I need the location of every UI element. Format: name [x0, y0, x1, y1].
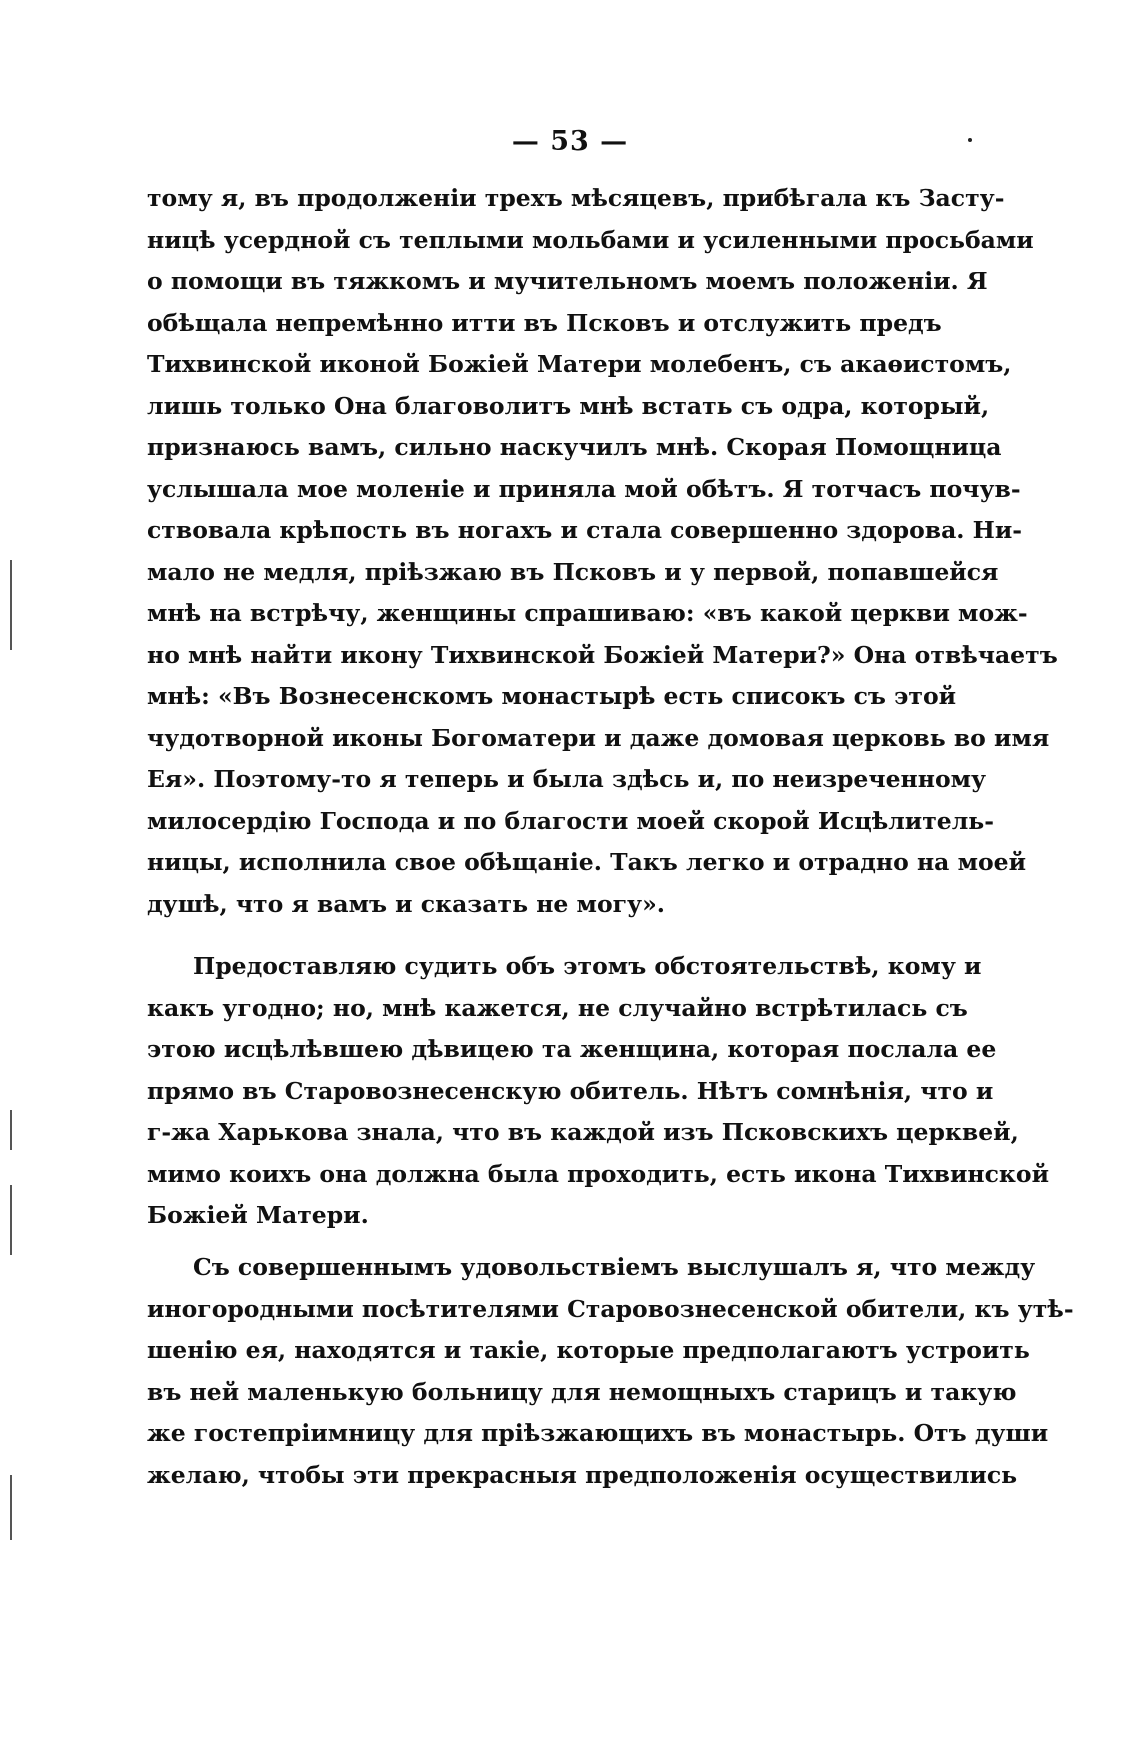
text-line: милосердію Господа и по благости моей скорой Исцѣлитель- [147, 806, 994, 835]
text-line: чудотворной иконы Богоматери и даже домовая церковь во имя [147, 723, 1050, 752]
text-line: шенію ея, находятся и такіе, которые предполагаютъ устроить [147, 1336, 1030, 1364]
text-line: признаюсь вамъ, сильно наскучилъ мнѣ. Скорая Помощница [147, 433, 1002, 461]
text-line: ницѣ усердной съ теплыми мольбами и усиленными просьбами [147, 225, 1034, 254]
text-line: какъ угодно; но, мнѣ кажется, не случайно встрѣтилась съ [147, 993, 968, 1022]
text-line: Съ совершеннымъ удовольствіемъ выслушалъ я, что между [193, 1253, 1036, 1281]
text-line: Ея». Поэтому-то я теперь и была здѣсь и, по неизреченному [147, 765, 987, 793]
text-line: же гостепріимницу для пріѣзжающихъ въ монастырь. Отъ души [147, 1419, 1049, 1447]
text-line: желаю, чтобы эти прекрасныя предположенія осуществились [147, 1460, 1018, 1489]
text-line: въ ней маленькую больницу для немощныхъ старицъ и такую [147, 1377, 1017, 1406]
scan-edge-mark [10, 1110, 12, 1150]
text-line: Тихвинской иконой Божіей Матери молебенъ, съ акаѳистомъ, [147, 350, 1012, 378]
scan-edge-mark [10, 1475, 12, 1540]
scan-edge-mark [10, 560, 12, 650]
text-line: г-жа Харькова знала, что въ каждой изъ Псковскихъ церквей, [147, 1118, 1019, 1146]
text-line: лишь только Она благоволитъ мнѣ встать съ одра, который, [147, 391, 990, 420]
text-line: о помощи въ тяжкомъ и мучительномъ моемъ положеніи. Я [147, 267, 988, 295]
text-line: мнѣ на встрѣчу, женщины спрашиваю: «въ какой церкви мож- [147, 599, 1028, 627]
text-line: прямо въ Старовознесенскую обитель. Нѣтъ сомнѣнія, что и [147, 1076, 994, 1105]
text-line: этою исцѣлѣвшею дѣвицею та женщина, которая послала ее [147, 1035, 997, 1063]
text-line: Предоставляю судить объ этомъ обстоятельствѣ, кому и [193, 952, 982, 980]
paragraph-1 [147, 178, 1058, 925]
text-line: душѣ, что я вамъ и сказать не могу». [147, 889, 665, 918]
paragraph-3 [147, 1247, 1074, 1496]
page-number: — 53 — [511, 126, 629, 157]
text-line: тому я, въ продолженіи трехъ мѣсяцевъ, прибѣгала къ Засту- [147, 184, 1005, 212]
text-line: обѣщала непремѣнно итти въ Псковъ и отслужить предъ [147, 308, 942, 337]
text-line: ницы, исполнила свое обѣщаніе. Такъ легко и отрадно на моей [147, 848, 1027, 876]
text-line: иногородными посѣтителями Старовознесенской обители, къ утѣ- [147, 1294, 1074, 1323]
paragraph-2 [147, 946, 1050, 1237]
text-line: услышала мое моленіе и приняла мой обѣтъ. Я тотчасъ почув- [147, 474, 1021, 503]
text-line: но мнѣ найти икону Тихвинской Божіей Матери?» Она отвѣчаетъ [147, 640, 1058, 669]
text-line: мнѣ: «Въ Вознесенскомъ монастырѣ есть списокъ съ этой [147, 682, 957, 710]
text-line: ствовала крѣпость въ ногахъ и стала совершенно здорова. Ни- [147, 516, 1023, 544]
text-line: мимо коихъ она должна была проходить, есть икона Тихвинской [147, 1159, 1050, 1188]
text-line: Божіей Матери. [147, 1201, 369, 1229]
text-line: мало не медля, пріѣзжаю въ Псковъ и у первой, попавшейся [147, 557, 999, 586]
scan-edge-mark [10, 1185, 12, 1255]
